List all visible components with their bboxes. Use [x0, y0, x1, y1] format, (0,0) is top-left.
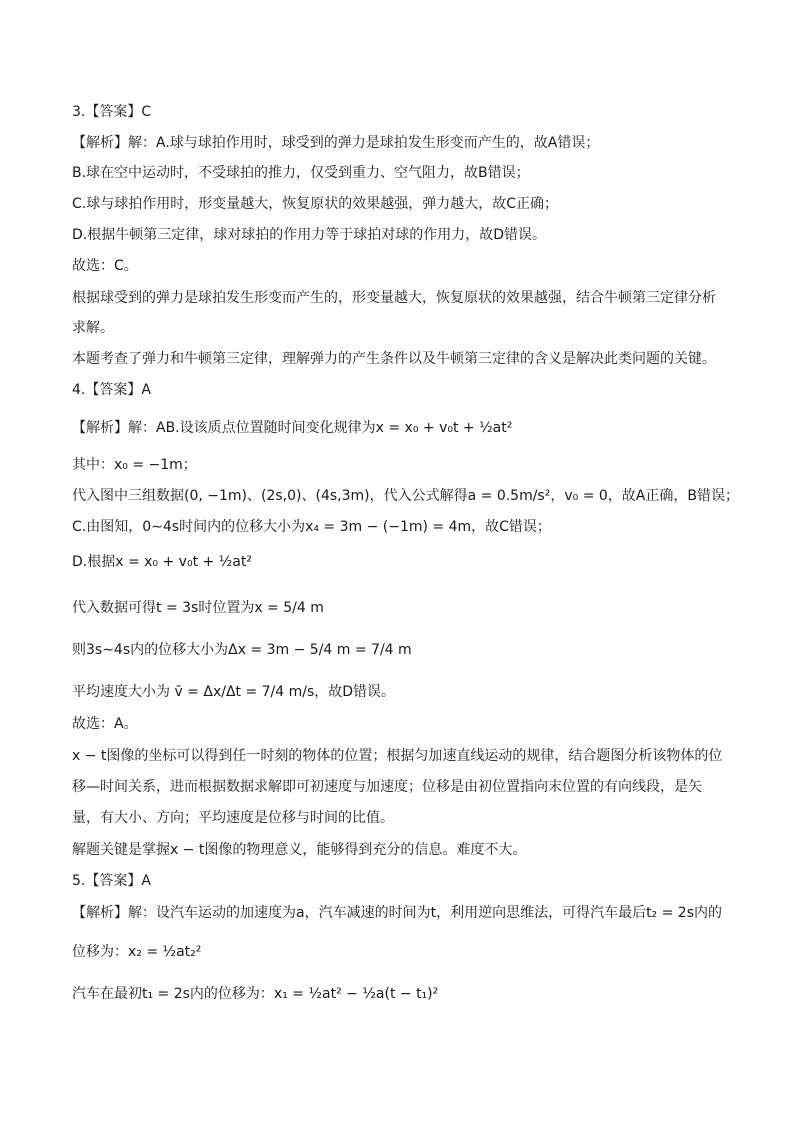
analysis-5-x2: 位移为：x₂ = ½at₂²	[72, 944, 202, 960]
summary-4-line-1: x − t图像的坐标可以得到任一时刻的物体的位置；根据匀加速直线运动的规律，结合题图分析该物体的位	[72, 748, 723, 764]
analysis-3-line-b: B.球在空中运动时，不受球拍的推力，仅受到重力、空气阻力，故B错误；	[72, 165, 530, 181]
answer-3-heading: 3.【答案】C	[72, 104, 152, 120]
choice-4: 故选：A。	[72, 716, 138, 732]
analysis-4-average-velocity: 平均速度大小为 v̄ = Δx/Δt = 7/4 m/s，故D错误。	[72, 684, 396, 700]
analysis-3-line-a: 【解析】解：A.球与球拍作用时，球受到的弹力是球拍发生形变而产生的，故A错误；	[72, 135, 600, 151]
comment-3: 本题考查了弹力和牛顿第三定律，理解弹力的产生条件以及牛顿第三定律的含义是解决此类问题的关键。	[72, 351, 716, 367]
summary-4-line-2: 移—时间关系，进而根据数据求解即可初速度与加速度；位移是由初位置指向末位置的有向线段，是矢	[72, 779, 702, 795]
answer-4-heading: 4.【答案】A	[72, 382, 151, 398]
analysis-4-line-d: D.根据x = x₀ + v₀t + ½at²	[72, 554, 252, 570]
analysis-3-line-d: D.根据牛顿第三定律，球对球拍的作用力等于球拍对球的作用力，故D错误。	[72, 227, 547, 243]
summary-4-line-3: 量，有大小、方向；平均速度是位移与时间的比值。	[72, 810, 394, 826]
analysis-4-displacement: 则3s∼4s内的位移大小为Δx = 3m − 5/4 m = 7/4 m	[72, 642, 412, 658]
analysis-4-line-ab: 【解析】解：AB.设该质点位置随时间变化规律为x = x₀ + v₀t + ½at²	[72, 420, 513, 436]
analysis-3-line-c: C.球与球拍作用时，形变量越大，恢复原状的效果越强，弹力越大，故C正确；	[72, 196, 558, 212]
analysis-4-data: 代入图中三组数据(0, −1m)、(2s,0)、(4s,3m)，代入公式解得a = 0.5m/s²，v₀ = 0，故A正确，B错误；	[72, 488, 739, 504]
analysis-4-line-c: C.由图知，0∼4s时间内的位移大小为x₄ = 3m − (−1m) = 4m，故C错误；	[72, 519, 551, 535]
summary-3-line-1: 根据球受到的弹力是球拍发生形变而产生的，形变量越大，恢复原状的效果越强，结合牛顿第三定律分析	[72, 290, 716, 306]
analysis-5-line-1: 【解析】解：设汽车运动的加速度为a，汽车减速的时间为t，利用逆向思维法，可得汽车最后t₂ = 2s内的	[72, 905, 722, 921]
comment-4: 解题关键是掌握x − t图像的物理意义，能够得到充分的信息。难度不大。	[72, 842, 527, 858]
choice-3: 故选：C。	[72, 258, 138, 274]
analysis-5-x1: 汽车在最初t₁ = 2s内的位移为：x₁ = ½at² − ½a(t − t₁)²	[72, 986, 439, 1002]
analysis-4-position: 代入数据可得t = 3s时位置为x = 5/4 m	[72, 600, 324, 616]
answer-5-heading: 5.【答案】A	[72, 873, 151, 889]
analysis-4-x0: 其中：x₀ = −1m；	[72, 457, 197, 473]
summary-3-line-2: 求解。	[72, 320, 114, 336]
